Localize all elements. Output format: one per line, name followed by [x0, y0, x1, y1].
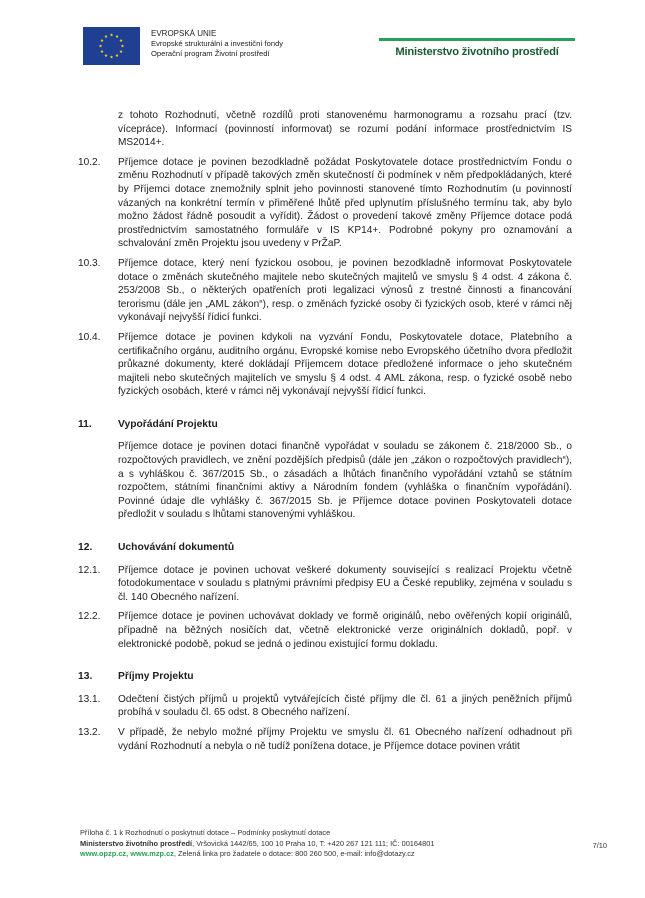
footer-contact-line: www.opzp.cz, www.mzp.cz, Zelená linka pro žadatele o dotace: 800 260 500, e-mail: info@dotazy.cz [80, 849, 415, 858]
paragraph-number: 13.1. [78, 693, 101, 705]
section-11-text: Příjemce dotace je povinen dotaci finančně vypořádat v souladu se zákonem č. 218/2000 Sb., o rozpočtových pravidlech, ve znění pozdějších předpisů (dále jen „zákon o rozpočtových pravidlech“), a s vyhláškou č. 367/2015 Sb., o zásadách a lhůtách finančního vypořádání vztahů se státním rozpočtem, státními finančními aktivy a Národním fondem (vyhláška o finančním vypořádání). Povinné údaje dle vyhlášky č. 367/2015 Sb. je Příjemce dotace povinen Poskytovateli dotace předložit v souladu s lhůtami stanovenými vyhláškou. [118, 441, 572, 521]
paragraph-12-2: 12.2. Příjemce dotace je povinen uchovávat doklady ve formě originálů, nebo ověřených kopií originálů, případně na běžných nosičích dat, včetně elektronické verze originálních dokladů, popř. v elektronické podobě, pokud se jedná o jedinou existující formu dokladu. [78, 611, 572, 650]
paragraph-number: 10.3. [78, 257, 101, 269]
page-number: 7/10 [592, 841, 607, 850]
eu-flag-icon [83, 27, 140, 65]
paragraph-number: 10.2. [78, 156, 101, 168]
section-11-heading: 11. Vypořádání Projektu [78, 418, 218, 430]
paragraph-13-2: 13.2. V případě, že nebylo možné příjmy Projektu ve smyslu čl. 61 Obecného nařízení odhadnout při vydání Rozhodnutí a nebyla o ně tudíž ponížena dotace, je Příjemce dotace povinen vrátit [78, 726, 572, 752]
paragraph-10-3: 10.3. Příjemce dotace, který není fyzickou osobou, je povinen bezodkladně informovat Poskytovatele dotace o změnách skutečného majitele nebo skutečných majitelů ve smyslu § 4 odst. 4 zákona č. 253/2008 Sb., o některých opatřeních proti legalizaci výnosů z trestné činnosti a financování terorismu (dále jen „AML zákon“), resp. o změnách fyzické osoby či fyzických osob, které v rámci něj vykonávají nejvyšší řídicí funkci. [78, 257, 572, 324]
footer-web-links[interactable]: www.opzp.cz, www.mzp.cz [80, 849, 174, 858]
eu-header-text [151, 29, 283, 59]
intro-paragraph: z tohoto Rozhodnutí, včetně rozdílů proti stanovenému harmonogramu a rozsahu prací (tzv. vícepráce). Informací (povinností informovat) se rozumí podání informace prostřednictvím IS MS2014+. [118, 110, 572, 149]
paragraph-12-1: 12.1. Příjemce dotace je povinen uchovat veškeré dokumenty související s realizací Projektu včetně fotodokumentace v souladu s platnými právními předpisy EU a České republiky, zejména v souladu s čl. 140 Obecného nařízení. [78, 564, 572, 603]
paragraph-13-1: 13.1. Odečtení čistých příjmů u projektů vytvářejících čisté příjmy dle čl. 61 a jiných peněžních příjmů probíhá v souladu čl. 65 odst. 8 Obecného nařízení. [78, 693, 572, 719]
footer-address-line: Ministerstvo životního prostředí, Vršovická 1442/65, 100 10 Praha 10, T: +420 267 121 111; IČ: 00164801 [80, 838, 435, 848]
ministry-logo-bar [379, 38, 575, 41]
page-header [0, 0, 645, 80]
eu-name: EVROPSKÁ UNIE [151, 29, 217, 38]
paragraph-10-4: 10.4. Příjemce dotace je povinen kdykoli na vyzvání Fondu, Poskytovatele dotace, Platebního a certifikačního orgánu, auditního orgánu, Evropské komise nebo Evropského účetního dvora předložit průkazné dokumenty, které dokládají Příjemcem dotace předložené informace o jeho skutečném majiteli nebo skutečných majitelích ve smyslu § 4 odst. 4 AML zákona, resp. o fyzické osobě nebo fyzických osobách, které v rámci něj vykonávají nejvyšší řídicí funkci. [78, 331, 572, 398]
footer-ministry: Ministerstvo životního prostředí [80, 838, 193, 848]
paragraph-number: 12.2. [78, 611, 101, 623]
paragraph-10-2: 10.2. Příjemce dotace je povinen bezodkladně požádat Poskytovatele dotace prostřednictvím Fondu o změnu Rozhodnutí v případě takových změn skutečností či podmínek v něm předpokládaných, které by Příjemci dotace znemožnily splnit jeho povinnosti stanovené tímto Rozhodnutím (u povinností vázaných na konkrétní termín v přiměřené lhůtě před uplynutím příslušného termínu tak, aby bylo možno žádost řádně posoudit a vyřídit). Žádost o provedení takové změny Příjemce dotace podá prostřednictvím samostatného formuláře v IS KP14+. Podrobné pokyny pro oznamování a schvalování změn Projektu jsou uvedeny v PrŽaP. [78, 156, 572, 250]
section-13-heading: 13. Příjmy Projektu [78, 671, 194, 683]
section-12-heading: 12. Uchovávání dokumentů [78, 542, 235, 554]
paragraph-number: 10.4. [78, 331, 101, 343]
footer-annex-line: Příloha č. 1 k Rozhodnutí o poskytnutí dotace – Podmínky poskytnutí dotace [80, 828, 331, 837]
ministry-logo [379, 38, 575, 58]
page-footer [80, 828, 620, 860]
document-body [72, 109, 572, 759]
eu-programme: Operační program Životní prostředí [151, 49, 270, 58]
paragraph-number: 12.1. [78, 564, 101, 576]
ministry-name: Ministerstvo životního prostředí [395, 46, 559, 58]
eu-funds: Evropské strukturální a investiční fondy [151, 39, 284, 48]
paragraph-number: 13.2. [78, 726, 101, 738]
